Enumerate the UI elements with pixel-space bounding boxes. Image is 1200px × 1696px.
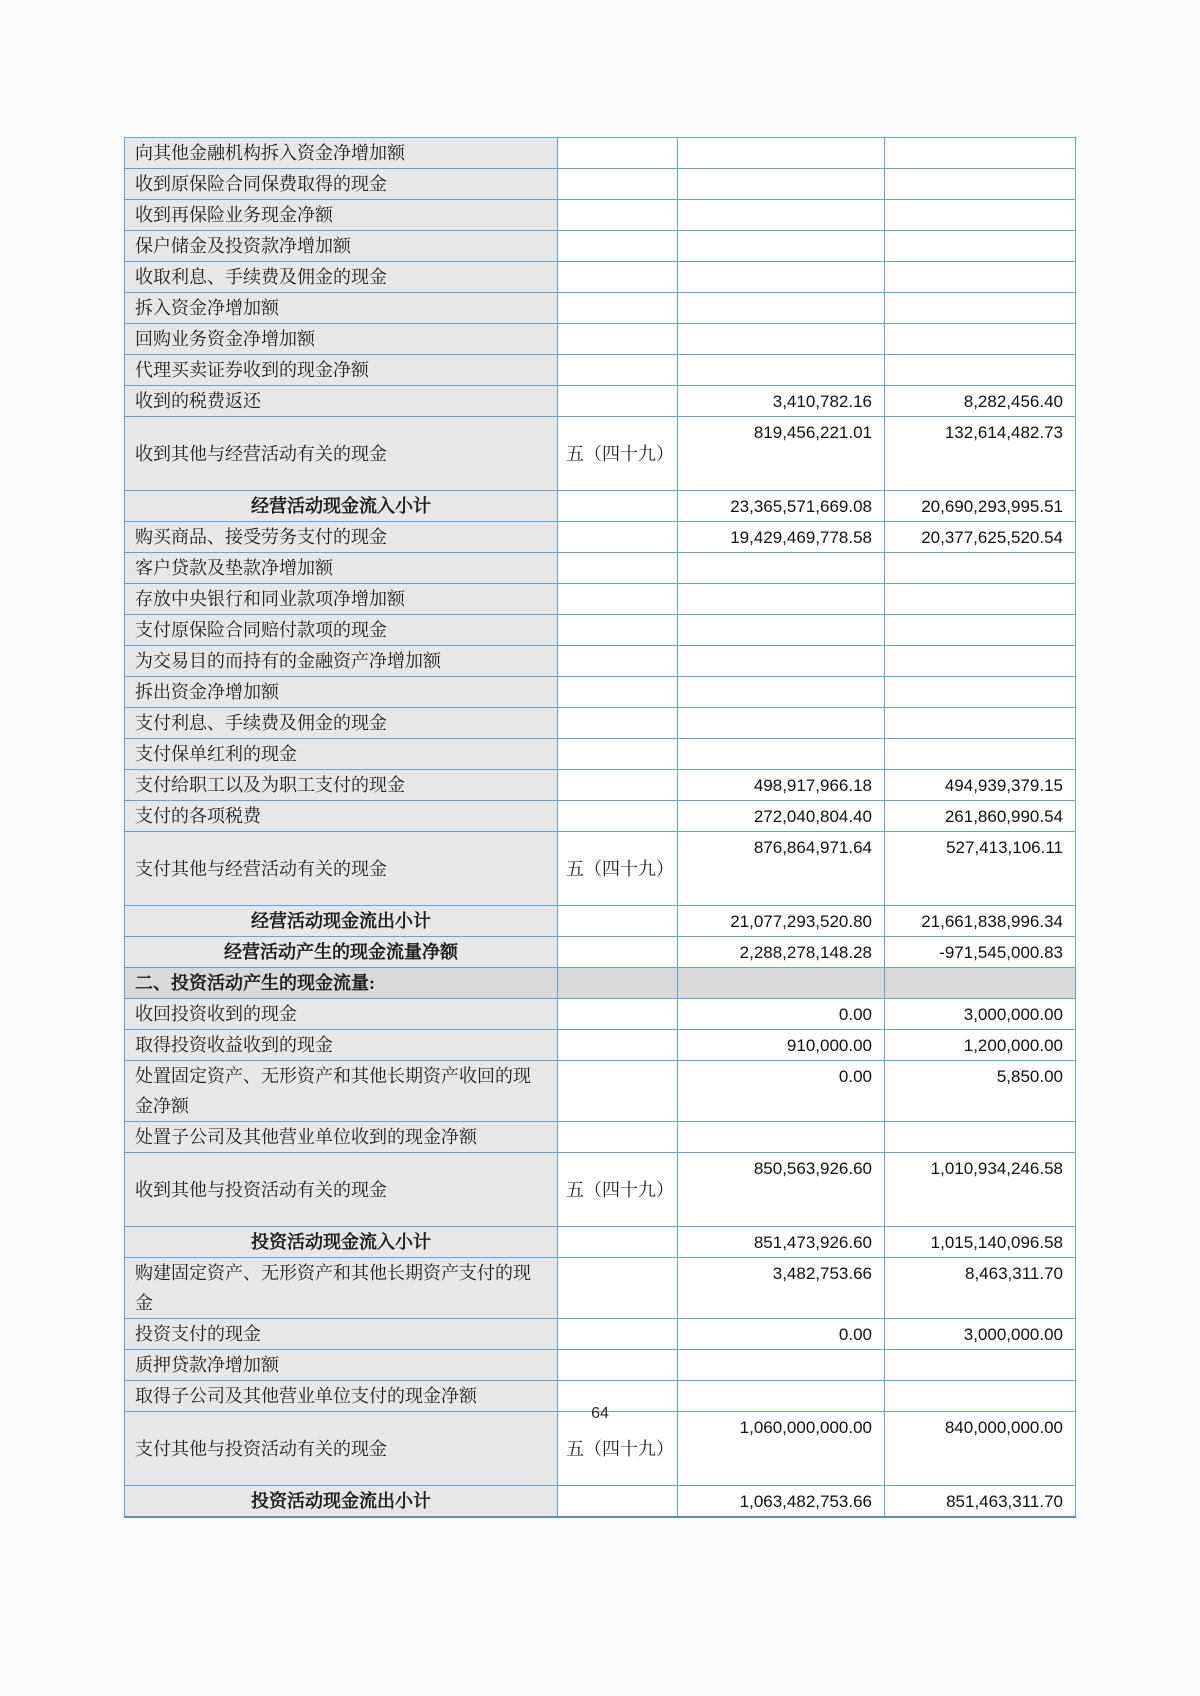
row-amount-prior-period: 1,015,140,096.58 (885, 1227, 1076, 1258)
row-label: 取得投资收益收到的现金 (125, 1030, 558, 1061)
row-note-reference (558, 584, 678, 615)
table-row (125, 324, 1076, 355)
row-amount-prior-period: 3,000,000.00 (885, 1319, 1076, 1350)
row-label: 客户贷款及垫款净增加额 (125, 553, 558, 584)
row-note-reference (558, 386, 678, 417)
row-amount-current-period: 850,563,926.60 (678, 1153, 885, 1227)
row-label: 支付的各项税费 (125, 801, 558, 832)
table-row (125, 1061, 1076, 1122)
row-amount-prior-period (885, 138, 1076, 169)
row-note-reference (558, 324, 678, 355)
row-note-reference (558, 200, 678, 231)
row-amount-current-period (678, 1350, 885, 1381)
row-amount-prior-period (885, 646, 1076, 677)
table-row (125, 553, 1076, 584)
row-note-reference (558, 999, 678, 1030)
table-row (125, 584, 1076, 615)
row-label: 支付原保险合同赔付款项的现金 (125, 615, 558, 646)
row-amount-prior-period: 8,463,311.70 (885, 1258, 1076, 1319)
table-row (125, 138, 1076, 169)
row-amount-current-period: 876,864,971.64 (678, 832, 885, 906)
row-amount-prior-period (885, 615, 1076, 646)
row-note-reference (558, 293, 678, 324)
row-label: 回购业务资金净增加额 (125, 324, 558, 355)
row-amount-prior-period (885, 584, 1076, 615)
row-note-reference (558, 1319, 678, 1350)
row-amount-prior-period (885, 968, 1076, 999)
row-amount-current-period: 272,040,804.40 (678, 801, 885, 832)
row-note-reference (558, 1486, 678, 1518)
table-row (125, 1258, 1076, 1319)
row-note-reference (558, 646, 678, 677)
row-note-reference (558, 491, 678, 522)
row-amount-current-period (678, 1122, 885, 1153)
table-row (125, 1319, 1076, 1350)
row-note-reference (558, 1061, 678, 1122)
row-note-reference (558, 677, 678, 708)
row-label: 收到其他与经营活动有关的现金 (125, 417, 558, 491)
row-note-reference (558, 1122, 678, 1153)
row-note-reference (558, 138, 678, 169)
row-label: 支付保单红利的现金 (125, 739, 558, 770)
row-note-reference (558, 801, 678, 832)
row-label: 向其他金融机构拆入资金净增加额 (125, 138, 558, 169)
table-row (125, 615, 1076, 646)
table-row (125, 1122, 1076, 1153)
row-label: 支付给职工以及为职工支付的现金 (125, 770, 558, 801)
subtotal-row (125, 906, 1076, 937)
row-label: 存放中央银行和同业款项净增加额 (125, 584, 558, 615)
row-amount-prior-period: 840,000,000.00 (885, 1412, 1076, 1486)
row-label: 收回投资收到的现金 (125, 999, 558, 1030)
row-amount-current-period: 851,473,926.60 (678, 1227, 885, 1258)
subtotal-row (125, 937, 1076, 968)
row-note-reference (558, 355, 678, 386)
row-amount-prior-period: 20,377,625,520.54 (885, 522, 1076, 553)
row-amount-prior-period (885, 553, 1076, 584)
table-row (125, 386, 1076, 417)
row-amount-prior-period: 3,000,000.00 (885, 999, 1076, 1030)
row-amount-prior-period (885, 355, 1076, 386)
row-label: 支付利息、手续费及佣金的现金 (125, 708, 558, 739)
row-note-reference: 五（四十九） (558, 417, 678, 491)
row-amount-current-period (678, 584, 885, 615)
row-label: 收到的税费返还 (125, 386, 558, 417)
row-label: 收到其他与投资活动有关的现金 (125, 1153, 558, 1227)
row-amount-current-period: 1,060,000,000.00 (678, 1412, 885, 1486)
row-label: 取得子公司及其他营业单位支付的现金净额 (125, 1381, 558, 1412)
row-note-reference (558, 937, 678, 968)
table-row (125, 708, 1076, 739)
row-amount-current-period (678, 708, 885, 739)
row-amount-current-period: 3,482,753.66 (678, 1258, 885, 1319)
row-label: 投资活动现金流出小计 (125, 1486, 558, 1518)
row-label: 经营活动现金流入小计 (125, 491, 558, 522)
table-row (125, 1153, 1076, 1227)
row-amount-prior-period: 1,200,000.00 (885, 1030, 1076, 1061)
row-note-reference (558, 708, 678, 739)
row-amount-prior-period: 261,860,990.54 (885, 801, 1076, 832)
row-amount-current-period (678, 231, 885, 262)
row-amount-current-period: 23,365,571,669.08 (678, 491, 885, 522)
row-label: 投资活动现金流入小计 (125, 1227, 558, 1258)
subtotal-row (125, 1227, 1076, 1258)
row-label: 收到再保险业务现金净额 (125, 200, 558, 231)
row-label: 支付其他与投资活动有关的现金 (125, 1412, 558, 1486)
row-note-reference (558, 522, 678, 553)
row-amount-current-period: 2,288,278,148.28 (678, 937, 885, 968)
row-amount-current-period (678, 615, 885, 646)
row-note-reference (558, 262, 678, 293)
row-amount-current-period: 819,456,221.01 (678, 417, 885, 491)
row-amount-prior-period: 5,850.00 (885, 1061, 1076, 1122)
table-body (125, 138, 1076, 1518)
table-row (125, 646, 1076, 677)
row-label: 拆入资金净增加额 (125, 293, 558, 324)
row-amount-current-period (678, 677, 885, 708)
row-note-reference (558, 169, 678, 200)
row-amount-prior-period: 851,463,311.70 (885, 1486, 1076, 1518)
row-label: 购买商品、接受劳务支付的现金 (125, 522, 558, 553)
row-amount-current-period (678, 293, 885, 324)
row-amount-prior-period: 527,413,106.11 (885, 832, 1076, 906)
table-row (125, 417, 1076, 491)
row-note-reference (558, 1258, 678, 1319)
row-amount-current-period (678, 169, 885, 200)
row-amount-prior-period (885, 324, 1076, 355)
row-amount-prior-period (885, 1122, 1076, 1153)
row-note-reference (558, 615, 678, 646)
row-label: 质押贷款净增加额 (125, 1350, 558, 1381)
row-label: 处置子公司及其他营业单位收到的现金净额 (125, 1122, 558, 1153)
row-amount-prior-period: 20,690,293,995.51 (885, 491, 1076, 522)
row-amount-prior-period (885, 1350, 1076, 1381)
row-note-reference: 五（四十九） (558, 832, 678, 906)
row-amount-current-period (678, 355, 885, 386)
row-label: 保户储金及投资款净增加额 (125, 231, 558, 262)
section-header-row (125, 968, 1076, 999)
row-amount-current-period (678, 138, 885, 169)
table-row (125, 262, 1076, 293)
row-label: 拆出资金净增加额 (125, 677, 558, 708)
row-amount-current-period (678, 739, 885, 770)
table-row (125, 677, 1076, 708)
table-row (125, 1350, 1076, 1381)
row-amount-current-period: 498,917,966.18 (678, 770, 885, 801)
row-amount-prior-period: -971,545,000.83 (885, 937, 1076, 968)
row-note-reference (558, 770, 678, 801)
row-label: 投资支付的现金 (125, 1319, 558, 1350)
table-row (125, 801, 1076, 832)
row-note-reference (558, 231, 678, 262)
table-row (125, 200, 1076, 231)
row-label: 处置固定资产、无形资产和其他长期资产收回的现金净额 (125, 1061, 558, 1122)
row-amount-prior-period (885, 169, 1076, 200)
row-amount-prior-period: 132,614,482.73 (885, 417, 1076, 491)
table-row (125, 231, 1076, 262)
table-row (125, 739, 1076, 770)
row-amount-current-period: 21,077,293,520.80 (678, 906, 885, 937)
subtotal-row (125, 491, 1076, 522)
row-amount-current-period: 0.00 (678, 1061, 885, 1122)
row-amount-prior-period (885, 708, 1076, 739)
row-amount-current-period (678, 324, 885, 355)
table-row (125, 770, 1076, 801)
table-row (125, 522, 1076, 553)
row-amount-current-period: 3,410,782.16 (678, 386, 885, 417)
table-row (125, 999, 1076, 1030)
row-note-reference: 五（四十九） (558, 1153, 678, 1227)
row-amount-prior-period: 494,939,379.15 (885, 770, 1076, 801)
cash-flow-statement-table (124, 137, 1076, 1518)
row-label: 经营活动现金流出小计 (125, 906, 558, 937)
row-label: 购建固定资产、无形资产和其他长期资产支付的现金 (125, 1258, 558, 1319)
row-note-reference (558, 968, 678, 999)
row-amount-prior-period: 21,661,838,996.34 (885, 906, 1076, 937)
row-note-reference (558, 1350, 678, 1381)
row-note-reference (558, 739, 678, 770)
row-amount-current-period: 0.00 (678, 1319, 885, 1350)
row-amount-current-period: 910,000.00 (678, 1030, 885, 1061)
row-amount-current-period (678, 200, 885, 231)
row-amount-current-period: 0.00 (678, 999, 885, 1030)
row-label: 支付其他与经营活动有关的现金 (125, 832, 558, 906)
row-amount-current-period (678, 262, 885, 293)
table-row (125, 832, 1076, 906)
row-amount-current-period: 19,429,469,778.58 (678, 522, 885, 553)
row-label: 收到原保险合同保费取得的现金 (125, 169, 558, 200)
row-amount-prior-period: 1,010,934,246.58 (885, 1153, 1076, 1227)
row-label: 经营活动产生的现金流量净额 (125, 937, 558, 968)
row-amount-prior-period (885, 200, 1076, 231)
row-label: 代理买卖证券收到的现金净额 (125, 355, 558, 386)
row-note-reference: 五（四十九） (558, 1412, 678, 1486)
document-page (124, 137, 1075, 1518)
row-amount-current-period (678, 968, 885, 999)
row-note-reference (558, 1227, 678, 1258)
subtotal-row (125, 1486, 1076, 1518)
row-amount-prior-period: 8,282,456.40 (885, 386, 1076, 417)
row-amount-prior-period (885, 677, 1076, 708)
row-amount-prior-period (885, 231, 1076, 262)
row-amount-prior-period (885, 739, 1076, 770)
table-row (125, 293, 1076, 324)
row-amount-current-period: 1,063,482,753.66 (678, 1486, 885, 1518)
row-label: 收取利息、手续费及佣金的现金 (125, 262, 558, 293)
row-amount-prior-period (885, 293, 1076, 324)
table-row (125, 169, 1076, 200)
row-amount-current-period (678, 646, 885, 677)
row-amount-current-period (678, 553, 885, 584)
page-number: 64 (591, 1405, 609, 1422)
row-note-reference (558, 906, 678, 937)
row-amount-prior-period (885, 262, 1076, 293)
row-label: 为交易目的而持有的金融资产净增加额 (125, 646, 558, 677)
row-note-reference (558, 553, 678, 584)
row-label: 二、投资活动产生的现金流量: (125, 968, 558, 999)
row-note-reference (558, 1030, 678, 1061)
table-row (125, 355, 1076, 386)
table-row (125, 1030, 1076, 1061)
